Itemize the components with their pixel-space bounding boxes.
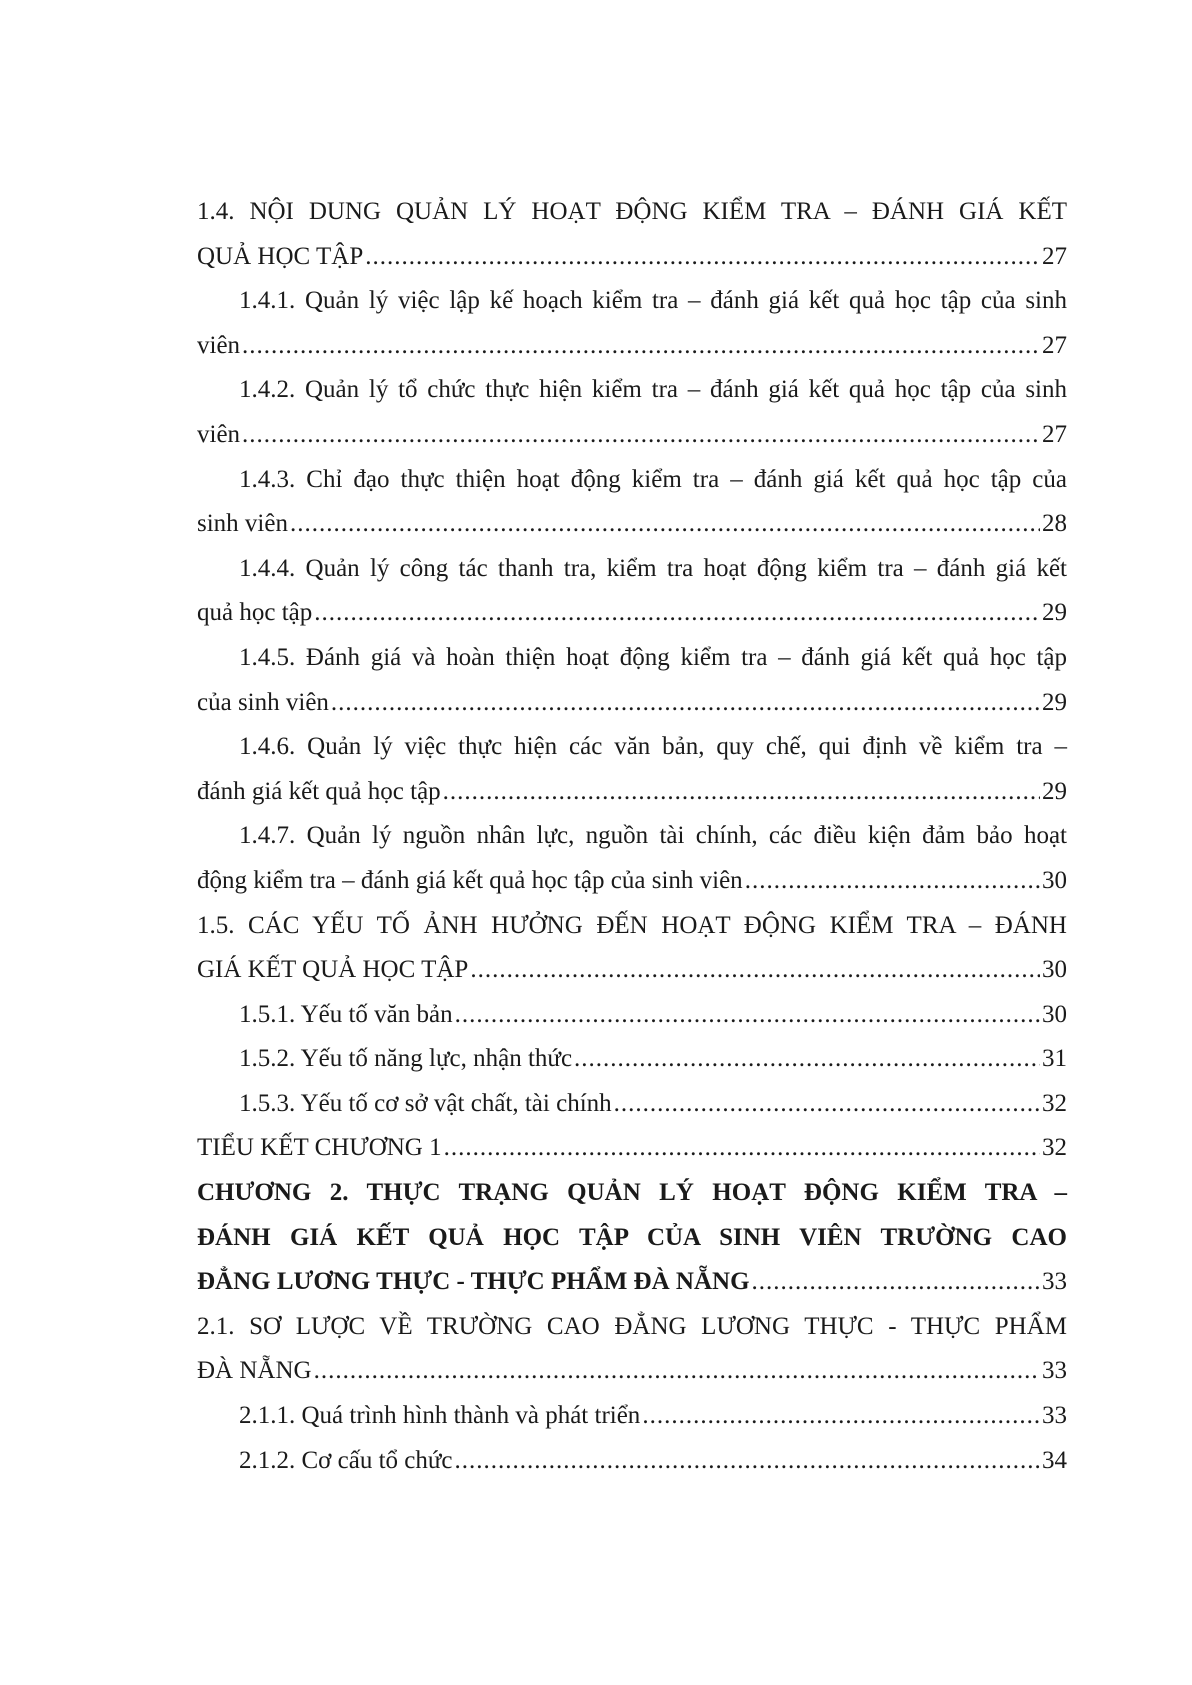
toc-entry [197, 591, 1067, 636]
toc-leader-dots [614, 1082, 1040, 1127]
toc-entry-continued [197, 368, 1067, 413]
toc-leader-dots [444, 1126, 1040, 1171]
toc-entry-text: 2.1.1. Quá trình hình thành và phát triển [239, 1402, 641, 1430]
toc-entry-continued [197, 814, 1067, 859]
toc-entry-continued [197, 547, 1067, 592]
toc-leader-dots [242, 324, 1040, 369]
toc-entry [197, 1260, 1067, 1305]
toc-entry [197, 859, 1067, 904]
toc-entry-continued [197, 1305, 1067, 1350]
toc-entry-text: quả học tập [197, 599, 313, 627]
toc-entry [197, 324, 1067, 369]
toc-page-number: 33 [1042, 1268, 1067, 1296]
toc-entry-text: TIỂU KẾT CHƯƠNG 1 [197, 1134, 442, 1162]
toc-leader-dots [455, 993, 1040, 1038]
toc-entry-text: ĐẲNG LƯƠNG THỰC - THỰC PHẨM ĐÀ NẴNG [197, 1268, 750, 1296]
toc-entry [197, 235, 1067, 280]
toc-leader-dots [314, 1349, 1040, 1394]
toc-leader-dots [365, 235, 1040, 280]
toc-entry-continued [197, 1171, 1067, 1216]
toc-page-number: 27 [1042, 420, 1067, 448]
toc-page-number: 32 [1042, 1134, 1067, 1162]
toc-entry-continued [197, 458, 1067, 503]
toc-entry-text: 1.4.6. Quản lý việc thực hiện các văn bản, quy chế, qui định về kiểm tra – [239, 733, 1067, 761]
toc-entry-text: đánh giá kết quả học tập [197, 777, 441, 805]
toc-entry [197, 502, 1067, 547]
toc-entry-text: 1.5. CÁC YẾU TỐ ẢNH HƯỞNG ĐẾN HOẠT ĐỘNG KIỂM TRA – ĐÁNH [197, 911, 1067, 939]
toc-entry-text: ĐÀ NẴNG [197, 1357, 312, 1385]
toc-page-number: 30 [1042, 1000, 1067, 1028]
toc-entry-text: ĐÁNH GIÁ KẾT QUẢ HỌC TẬP CỦA SINH VIÊN TRƯỜNG CAO [197, 1223, 1067, 1251]
toc-entry [197, 948, 1067, 993]
toc-entry-text: sinh viên [197, 510, 288, 538]
toc-entry-text: 1.4.2. Quản lý tổ chức thực hiện kiểm tra – đánh giá kết quả học tập của sinh [239, 376, 1067, 404]
toc-entry-text: 1.4.4. Quản lý công tác thanh tra, kiểm tra hoạt động kiểm tra – đánh giá kết [239, 554, 1067, 582]
toc-entry-text: 1.4.5. Đánh giá và hoàn thiện hoạt động kiểm tra – đánh giá kết quả học tập [239, 643, 1067, 671]
toc-leader-dots [443, 770, 1040, 815]
toc-entry [197, 681, 1067, 726]
toc-page-number: 33 [1042, 1357, 1067, 1385]
toc-page-number: 27 [1042, 331, 1067, 359]
toc-entry-text: động kiểm tra – đánh giá kết quả học tập của sinh viên [197, 866, 743, 894]
toc-entry-continued [197, 279, 1067, 324]
toc-entry-text: 1.5.3. Yếu tố cơ sở vật chất, tài chính [239, 1089, 612, 1117]
toc-leader-dots [290, 502, 1040, 547]
toc-entry [197, 1349, 1067, 1394]
toc-entry-text: 1.5.2. Yếu tố năng lực, nhận thức [239, 1045, 573, 1073]
toc-entry [197, 413, 1067, 458]
toc-entry-continued [197, 190, 1067, 235]
toc-leader-dots [745, 859, 1040, 904]
toc-page-number: 34 [1042, 1446, 1067, 1474]
toc-entry-text: viên [197, 420, 241, 448]
toc-entry-continued [197, 1216, 1067, 1261]
toc-entry-text: 1.4.7. Quản lý nguồn nhân lực, nguồn tài chính, các điều kiện đảm bảo hoạt [239, 822, 1067, 850]
toc-leader-dots [642, 1394, 1040, 1439]
toc-leader-dots [574, 1037, 1040, 1082]
toc-entry-continued [197, 636, 1067, 681]
toc-leader-dots [470, 948, 1040, 993]
toc-leader-dots [752, 1260, 1040, 1305]
toc-page-number: 30 [1042, 956, 1067, 984]
toc-entry [197, 1394, 1067, 1439]
toc-leader-dots [314, 591, 1040, 636]
toc-page-number: 29 [1042, 599, 1067, 627]
toc-entry-text: 1.4.1. Quản lý việc lập kế hoạch kiểm tra – đánh giá kết quả học tập của sinh [239, 287, 1067, 315]
toc-entry-text: viên [197, 331, 241, 359]
toc-page-number: 33 [1042, 1402, 1067, 1430]
toc-page-number: 29 [1042, 777, 1067, 805]
toc-entry-continued [197, 725, 1067, 770]
toc-entry-text: 1.4. NỘI DUNG QUẢN LÝ HOẠT ĐỘNG KIỂM TRA – ĐÁNH GIÁ KẾT [197, 198, 1067, 225]
toc-page-number: 29 [1042, 688, 1067, 716]
toc-entry-text: 1.5.1. Yếu tố văn bản [239, 1000, 453, 1028]
toc-entry-text: GIÁ KẾT QUẢ HỌC TẬP [197, 956, 469, 984]
toc-entry-continued [197, 904, 1067, 949]
toc-leader-dots [331, 681, 1040, 726]
toc-entry-text: của sinh viên [197, 688, 329, 716]
toc-leader-dots [242, 413, 1040, 458]
toc-entry [197, 770, 1067, 815]
toc-page-number: 31 [1042, 1045, 1067, 1073]
toc-page-number: 27 [1042, 242, 1067, 270]
toc-page-number: 28 [1042, 510, 1067, 538]
toc-entry-text: 2.1.2. Cơ cấu tổ chức [239, 1446, 453, 1474]
toc-entry-text: 1.4.3. Chỉ đạo thực thiện hoạt động kiểm tra – đánh giá kết quả học tập của [239, 465, 1067, 493]
toc-page-number: 30 [1042, 866, 1067, 894]
table-of-contents [197, 190, 1067, 1483]
toc-entry [197, 1037, 1067, 1082]
toc-entry [197, 1126, 1067, 1171]
toc-leader-dots [455, 1439, 1040, 1484]
toc-entry [197, 1439, 1067, 1484]
toc-entry-text: QUẢ HỌC TẬP [197, 242, 364, 270]
toc-page-number: 32 [1042, 1089, 1067, 1117]
toc-entry-text: 2.1. SƠ LƯỢC VỀ TRƯỜNG CAO ĐẲNG LƯƠNG THỰC - THỰC PHẨM [197, 1312, 1067, 1340]
toc-entry-text: CHƯƠNG 2. THỰC TRẠNG QUẢN LÝ HOẠT ĐỘNG KIỂM TRA – [197, 1179, 1067, 1207]
toc-entry [197, 993, 1067, 1038]
toc-entry [197, 1082, 1067, 1127]
